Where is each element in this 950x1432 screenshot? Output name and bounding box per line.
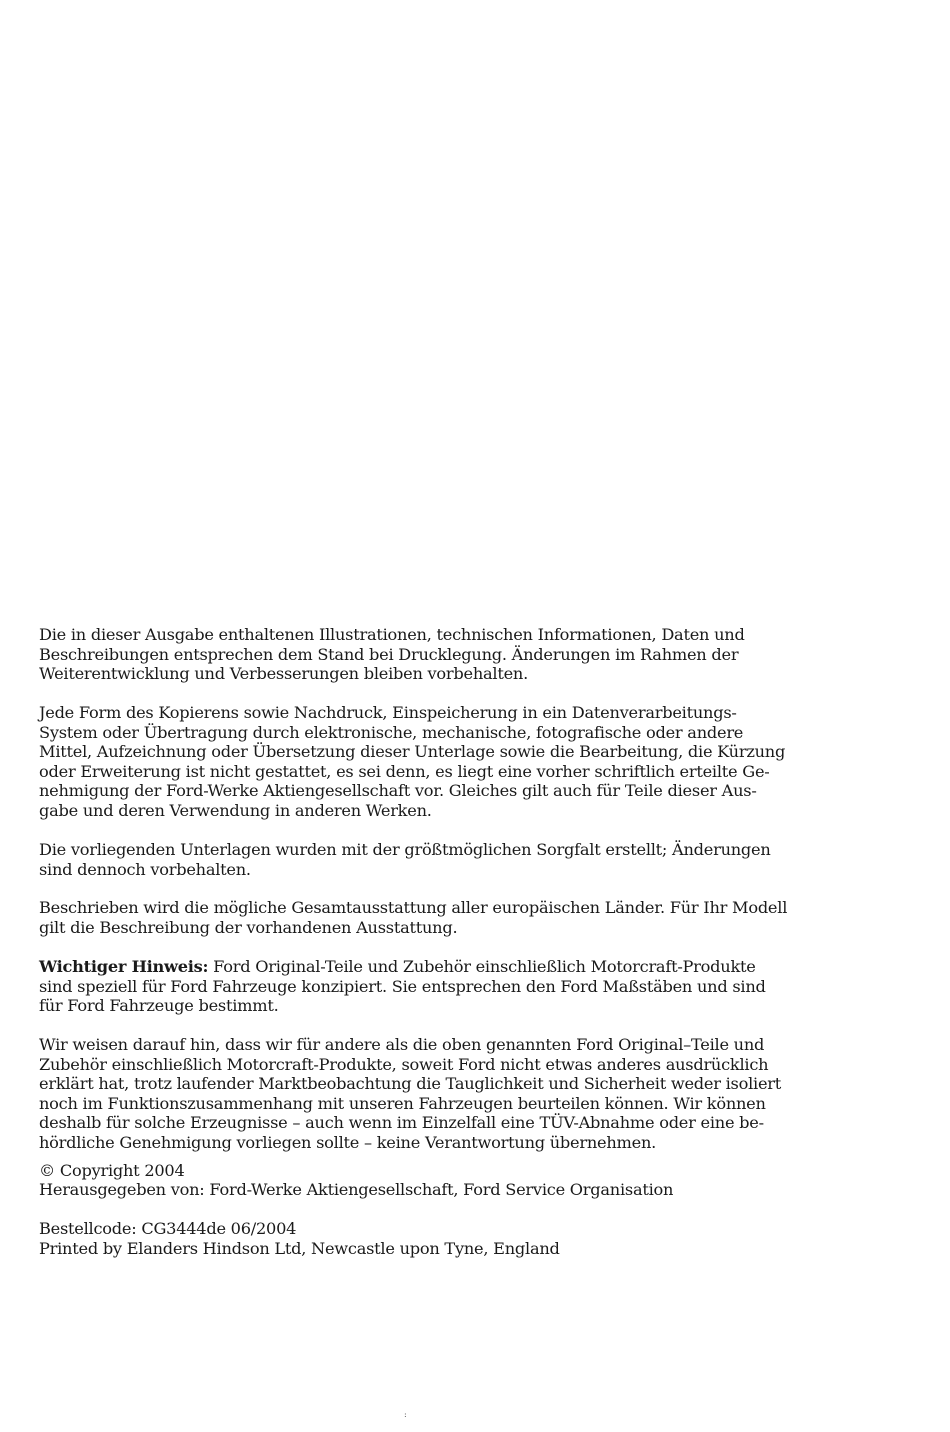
- publisher-line: Herausgegeben von: Ford-Werke Aktiengesellschaft, Ford Service Organisation: [39, 1180, 674, 1200]
- text-line: für Ford Fahrzeuge bestimmt.: [39, 996, 279, 1016]
- text-line: Wir weisen darauf hin, dass wir für andere als die oben genannten Ford Original–Teile und: [39, 1034, 765, 1054]
- text-line: [39, 957, 799, 977]
- paragraph-care-notice: [39, 840, 799, 879]
- text-line: System oder Übertragung durch elektronische, mechanische, fotografische oder andere: [39, 722, 744, 742]
- text-line: Jede Form des Kopierens sowie Nachdruck, Einspeicherung in ein Datenverarbeitungs-: [39, 703, 737, 723]
- paragraph-illustrations-notice: [39, 625, 799, 684]
- important-text: Ford Original-Teile und Zubehör einschließlich Motorcraft-Produkte: [208, 956, 756, 976]
- paragraph-equipment-notice: [39, 898, 799, 937]
- legal-notice: [39, 625, 799, 1278]
- paragraph-liability-notice: [39, 1035, 799, 1153]
- text-line: Zubehör einschließlich Motorcraft-Produkte, soweit Ford nicht etwas anderes ausdrücklich: [39, 1054, 769, 1074]
- text-line: Beschreibungen entsprechen dem Stand bei Drucklegung. Änderungen im Rahmen der: [39, 644, 739, 664]
- imprint-block: [39, 1219, 799, 1258]
- text-line: gilt die Beschreibung der vorhandenen Ausstattung.: [39, 918, 458, 938]
- text-line: gabe und deren Verwendung in anderen Werken.: [39, 801, 432, 821]
- text-line: Mittel, Aufzeichnung oder Übersetzung dieser Unterlage sowie die Bearbeitung, die Kürzung: [39, 742, 786, 762]
- paragraph-copy-restriction: [39, 703, 799, 821]
- copyright-block: [39, 1161, 799, 1200]
- paragraph-important-notice: [39, 957, 799, 1016]
- text-line: Die in dieser Ausgabe enthaltenen Illustrationen, technischen Informationen, Daten und: [39, 625, 745, 644]
- copyright-line: © Copyright 2004: [39, 1160, 185, 1180]
- text-line: nehmigung der Ford-Werke Aktiengesellschaft vor. Gleiches gilt auch für Teile dieser Aus-: [39, 781, 757, 801]
- text-line: sind dennoch vorbehalten.: [39, 859, 251, 879]
- important-label: Wichtiger Hinweis:: [39, 956, 209, 976]
- order-code-line: Bestellcode: CG3444de 06/2004: [39, 1219, 297, 1239]
- text-line: sind speziell für Ford Fahrzeuge konzipiert. Sie entsprechen den Ford Maßstäben und sind: [39, 976, 766, 996]
- text-line: Weiterentwicklung und Verbesserungen bleiben vorbehalten.: [39, 664, 529, 684]
- text-line: oder Erweiterung ist nicht gestattet, es sei denn, es liegt eine vorher schriftlich erteilte Ge-: [39, 761, 770, 781]
- text-line: Die vorliegenden Unterlagen wurden mit der größtmöglichen Sorgfalt erstellt; Änderungen: [39, 839, 771, 859]
- text-line: hördliche Genehmigung vorliegen sollte – keine Verantwortung übernehmen.: [39, 1132, 657, 1152]
- text-line: noch im Funktionszusammenhang mit unseren Fahrzeugen beurteilen können. Wir können: [39, 1093, 766, 1113]
- text-line: erklärt hat, trotz laufender Marktbeobachtung die Tauglichkeit und Sicherheit weder isoliert: [39, 1074, 782, 1094]
- text-line: deshalb für solche Erzeugnisse – auch wenn im Einzelfall eine TÜV-Abnahme oder eine be-: [39, 1113, 764, 1133]
- footer-mark: :: [404, 1410, 407, 1419]
- text-line: Beschrieben wird die mögliche Gesamtausstattung aller europäischen Länder. Für Ihr Modell: [39, 898, 788, 918]
- printer-line: Printed by Elanders Hindson Ltd, Newcastle upon Tyne, England: [39, 1238, 560, 1258]
